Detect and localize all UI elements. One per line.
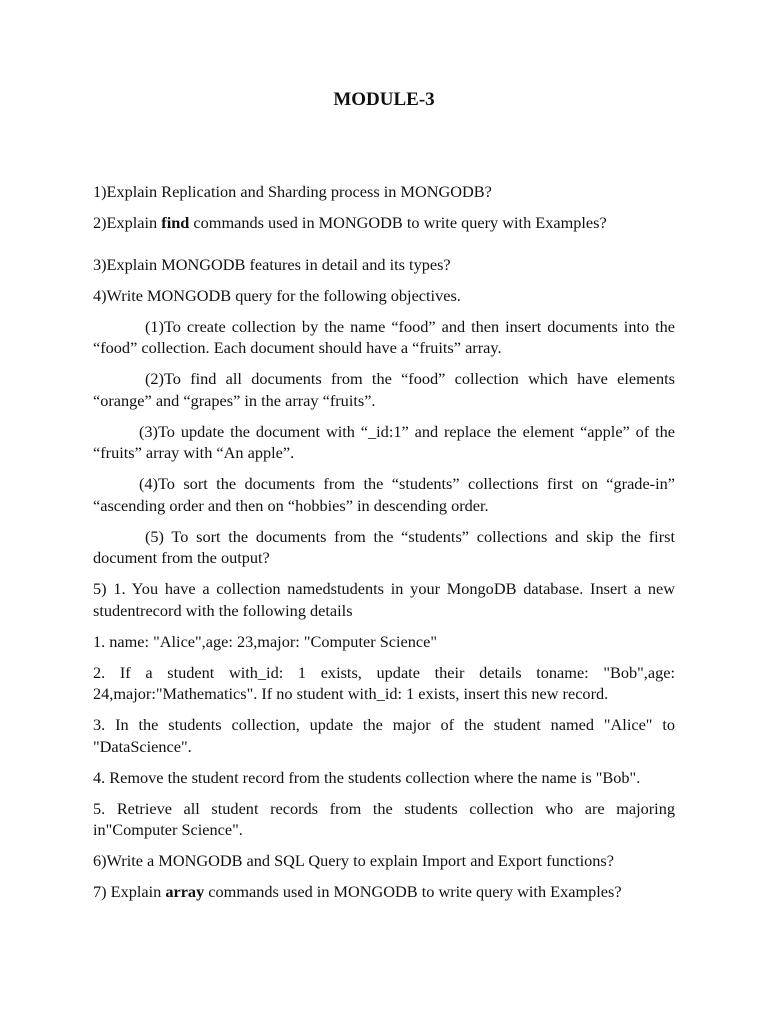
question-3: 3)Explain MONGODB features in detail and its types?	[93, 254, 451, 274]
question-5-item-3: 3. In the students collection, update the major of the student named "Alice" to "DataScience".	[93, 715, 675, 756]
question-5-item-4: 4. Remove the student record from the students collection where the name is "Bob".	[93, 767, 641, 787]
question-4-sub-3: (3)To update the document with “_id:1” and replace the element “apple” of the “fruits” array with “An apple”.	[93, 421, 675, 462]
question-5-item-1: 1. name: "Alice",age: 23,major: "Computer Science"	[93, 631, 437, 651]
question-7-bold-term: array	[165, 882, 205, 901]
question-4-sub-2: (2)To find all documents from the “food” collection which have elements “orange” and “grapes” in the array “fruits”.	[93, 369, 675, 410]
question-4-sub-1: (1)To create collection by the name “food” and then insert documents into the “food” collection. Each document should have a “fruits” array.	[93, 316, 675, 357]
question-6: 6)Write a MONGODB and SQL Query to explain Import and Export functions?	[93, 851, 614, 870]
question-7-text-before: 7) Explain	[93, 882, 166, 901]
question-5-item-2: 2. If a student with_id: 1 exists, update their details toname: "Bob",age: 24,major:"Mathematics". If no student with_id: 1 exists, insert this new record.	[93, 662, 675, 703]
question-5-intro: 5) 1. You have a collection namedstudents in your MongoDB database. Insert a new studentrecord with the following details	[93, 579, 675, 620]
question-2-text-after: commands used in MONGODB to write query with Examples?	[189, 213, 607, 232]
question-4-sub-5: (5) To sort the documents from the “students” collections and skip the first document from the output?	[93, 526, 675, 567]
question-7-text-after: commands used in MONGODB to write query with Examples?	[204, 882, 622, 901]
question-7	[93, 881, 675, 903]
question-2	[93, 212, 675, 234]
question-4-intro: 4)Write MONGODB query for the following objectives.	[93, 285, 461, 305]
question-1: 1)Explain Replication and Sharding process in MONGODB?	[93, 182, 492, 201]
question-list	[93, 181, 675, 912]
page-title: MODULE-3	[333, 89, 435, 110]
question-2-bold-term: find	[161, 213, 190, 232]
question-4-sub-4: (4)To sort the documents from the “students” collections first on “grade-in” “ascending order and then on “hobbies” in descending order.	[93, 474, 675, 515]
question-5-item-5: 5. Retrieve all student records from the students collection who are majoring in"Computer Science".	[93, 798, 675, 839]
question-2-text-before: 2)Explain	[93, 213, 162, 232]
